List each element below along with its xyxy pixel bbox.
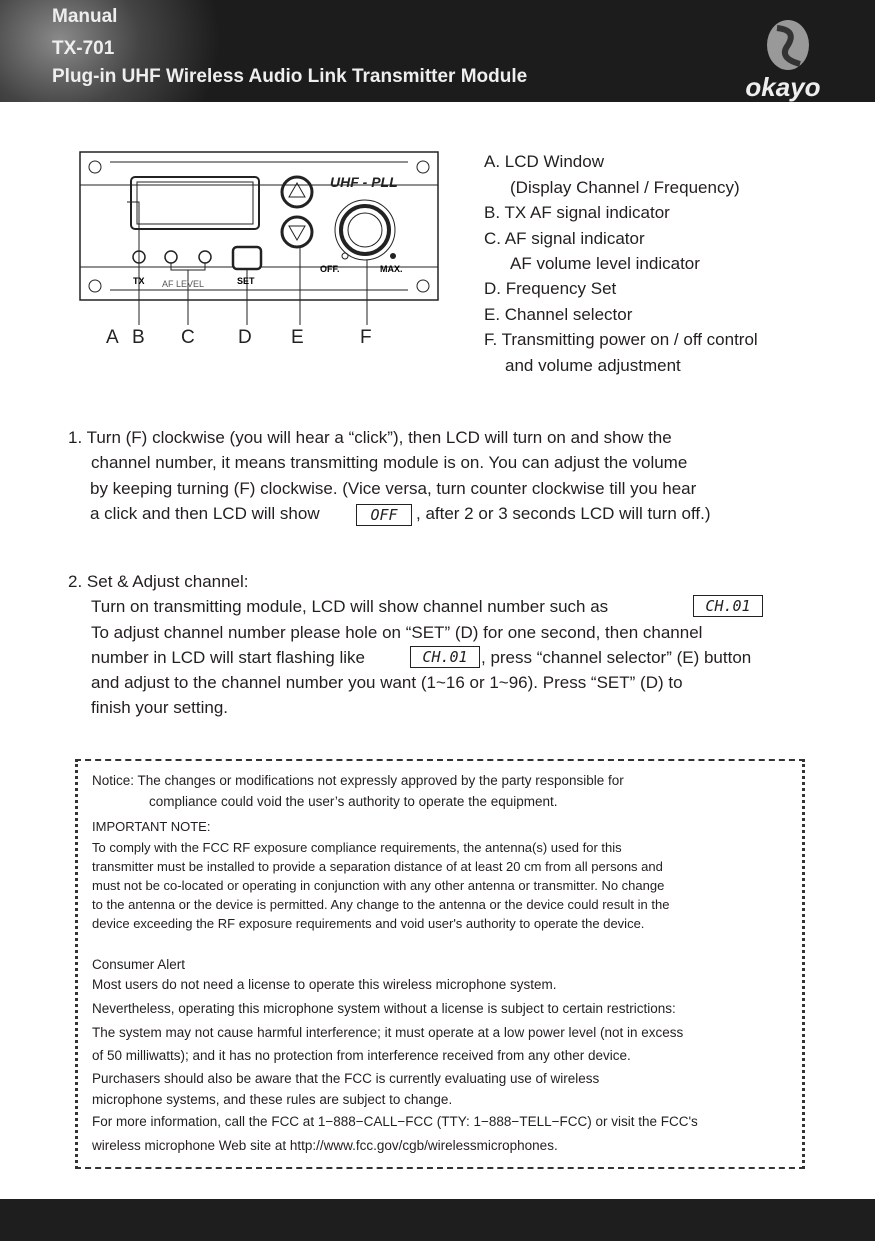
lcd-channel-display: CH.01 xyxy=(693,595,763,617)
text-line: channel number, it means transmitting module is on. You can adjust the volume xyxy=(91,453,688,472)
tx-label: TX xyxy=(133,276,145,286)
legend-item: B. TX AF signal indicator xyxy=(484,203,670,222)
notice-text: microphone systems, and these rules are subject to change. xyxy=(92,1092,453,1107)
notice-text: Purchasers should also be aware that the FCC is currently evaluating use of wireless xyxy=(92,1071,600,1086)
legend-item: E. Channel selector xyxy=(484,305,633,324)
notice-text: transmitter must be installed to provide a separation distance of at least 20 cm from all persons and xyxy=(92,859,663,874)
front-panel-diagram xyxy=(75,150,445,350)
af-level-label: AF LEVEL xyxy=(162,279,205,289)
set-label: SET xyxy=(237,276,255,286)
notice-text: of 50 milliwatts); and it has no protection from interference received from any other device. xyxy=(92,1048,631,1063)
legend-item: A. LCD Window xyxy=(484,152,604,171)
letter-a: A xyxy=(106,327,119,348)
text-line: number in LCD will start flashing like xyxy=(91,648,365,667)
notice-text: wireless microphone Web site at http://www.fcc.gov/cgb/wirelessmicrophones. xyxy=(92,1138,558,1153)
notice-box xyxy=(75,759,805,1169)
text-line: Turn on transmitting module, LCD will show channel number such as xyxy=(91,597,609,616)
text-line: , after 2 or 3 seconds LCD will turn off.) xyxy=(416,504,711,523)
letter-b: B xyxy=(132,327,145,348)
letter-c: C xyxy=(181,327,195,348)
important-note-heading: IMPORTANT NOTE: xyxy=(92,819,211,834)
notice-text: The system may not cause harmful interference; it must operate at a low power level (not in excess xyxy=(92,1025,684,1040)
text-line: To adjust channel number please hole on “SET” (D) for one second, then channel xyxy=(91,623,703,642)
letter-d: D xyxy=(238,327,252,348)
notice-text: device exceeding the RF exposure requirements and void user's authority to operate the device. xyxy=(92,916,645,931)
okayo-logo: okayo xyxy=(722,20,842,100)
header-manual: Manual xyxy=(52,6,118,27)
legend-item: AF volume level indicator xyxy=(510,254,700,273)
off-label: OFF. xyxy=(320,264,340,274)
max-label: MAX. xyxy=(380,264,403,274)
notice-text: Notice: The changes or modifications not expressly approved by the party responsible for xyxy=(92,773,624,788)
notice-text: must not be co-located or operating in conjunction with any other antenna or transmitter. No change xyxy=(92,878,665,893)
legend-item: (Display Channel / Frequency) xyxy=(510,178,740,197)
lcd-flashing-display: CH.01 xyxy=(410,646,480,668)
footer-bar xyxy=(0,1199,875,1241)
legend-item: F. Transmitting power on / off control xyxy=(484,330,758,349)
consumer-alert-heading: Consumer Alert xyxy=(92,957,186,972)
header-model: TX-701 xyxy=(52,38,115,59)
notice-text: to the antenna or the device is permitted. Any change to the antenna or the device could result in the xyxy=(92,897,670,912)
text-line: , press “channel selector” (E) button xyxy=(481,648,752,667)
text-line: finish your setting. xyxy=(91,698,229,717)
legend-item: D. Frequency Set xyxy=(484,279,617,298)
notice-text: Nevertheless, operating this microphone system without a license is subject to certain restrictions: xyxy=(92,1001,676,1016)
notice-text: For more information, call the FCC at 1−888−CALL−FCC (TTY: 1−888−TELL−FCC) or visit the FCC's xyxy=(92,1114,698,1129)
text-line: by keeping turning (F) clockwise. (Vice versa, turn counter clockwise till you hear xyxy=(90,479,697,498)
notice-text: Most users do not need a license to operate this wireless microphone system. xyxy=(92,977,557,992)
letter-e: E xyxy=(291,327,304,348)
header-title: Plug-in UHF Wireless Audio Link Transmitter Module xyxy=(52,66,528,87)
text-line: a click and then LCD will show xyxy=(90,504,320,523)
legend-item: C. AF signal indicator xyxy=(484,229,645,248)
lcd-off-display: OFF xyxy=(356,504,412,526)
letter-f: F xyxy=(360,327,372,348)
text-line: and adjust to the channel number you want (1~16 or 1~96). Press “SET” (D) to xyxy=(91,673,683,692)
notice-text: To comply with the FCC RF exposure compliance requirements, the antenna(s) used for this xyxy=(92,840,622,855)
text-line: 2. Set & Adjust channel: xyxy=(68,572,249,591)
uhf-pll-label: UHF - PLL xyxy=(330,174,398,190)
text-line: 1. Turn (F) clockwise (you will hear a “click”), then LCD will turn on and show the xyxy=(68,428,672,447)
notice-text: compliance could void the user’s authority to operate the equipment. xyxy=(149,794,558,809)
legend-item: and volume adjustment xyxy=(505,356,681,375)
header-banner xyxy=(0,0,875,102)
